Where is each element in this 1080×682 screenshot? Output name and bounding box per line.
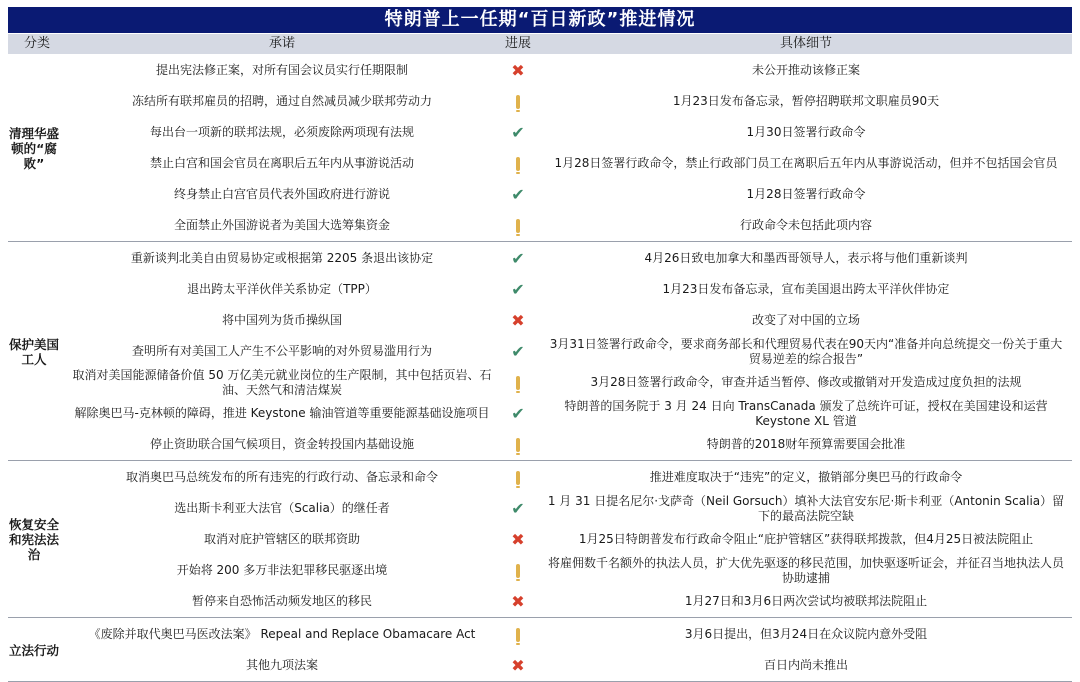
detail-cell: 1月28日签署行政命令，禁止行政部门员工在离职后五年内从事游说活动，但并不包括国会官员 xyxy=(554,156,1058,170)
detail-cell: 1月27日和3月6日两次尝试均被联邦法院阻止 xyxy=(684,594,928,608)
progress-cell xyxy=(498,586,538,617)
table-row xyxy=(8,305,1072,336)
progress-cell xyxy=(498,398,538,429)
promise-cell: 《废除并取代奥巴马医改法案》 Repeal and Replace Obamacare Act xyxy=(88,627,476,641)
table-row xyxy=(8,336,1072,367)
detail-cell: 1 月 31 日提名尼尔·戈萨奇（Neil Gorsuch）填补大法官安东尼·斯卡利亚（Antonin Scalia）留下的最高法院空缺 xyxy=(547,493,1065,523)
promise-cell: 退出跨太平洋伙伴关系协定（TPP） xyxy=(187,282,377,296)
check-icon: ✔ xyxy=(511,184,525,204)
promise-cell: 取消奥巴马总统发布的所有违宪的行政行动、备忘录和命令 xyxy=(125,470,438,484)
table-row xyxy=(8,619,1072,650)
check-icon: ✔ xyxy=(511,341,525,361)
in-progress-icon xyxy=(516,219,520,233)
detail-cell: 行政命令未包括此项内容 xyxy=(739,218,872,232)
group xyxy=(8,243,1072,461)
promise-cell: 取消对美国能源储备价值 50 万亿美元就业岗位的生产限制，其中包括页岩、石油、天然气和清洁煤炭 xyxy=(72,367,492,397)
promise-cell: 禁止白宫和国会官员在离职后五年内从事游说活动 xyxy=(149,156,414,170)
in-progress-icon xyxy=(516,376,520,390)
promise-cell: 提出宪法修正案，对所有国会议员实行任期限制 xyxy=(155,63,408,77)
in-progress-icon xyxy=(516,157,520,171)
cross-icon: ✖ xyxy=(511,60,525,80)
header-promise: 承诺 xyxy=(268,36,295,51)
detail-cell: 3月28日签署行政命令，审查并适当暂停、修改或撤销对开发造成过度负担的法规 xyxy=(590,375,1022,389)
table-title: 特朗普上一任期“百日新政”推进情况 xyxy=(8,7,1072,33)
cross-icon: ✖ xyxy=(511,529,525,549)
table-row xyxy=(8,210,1072,241)
detail-cell: 百日内尚未推出 xyxy=(763,658,848,672)
progress-cell xyxy=(498,55,538,86)
progress-cell xyxy=(498,117,538,148)
detail-cell: 推进难度取决于“违宪”的定义，撤销部分奥巴马的行政命令 xyxy=(649,470,963,484)
category-label: 立法行动 xyxy=(8,642,59,658)
progress-cell xyxy=(498,493,538,524)
check-icon: ✔ xyxy=(511,248,525,268)
cross-icon: ✖ xyxy=(511,310,525,330)
category-label: 恢复安全和宪法法治 xyxy=(8,517,59,562)
promise-cell: 开始将 200 多万非法犯罪移民驱逐出境 xyxy=(176,563,388,577)
table-row xyxy=(8,429,1072,460)
promise-cell: 终身禁止白宫官员代表外国政府进行游说 xyxy=(173,187,390,201)
detail-cell: 1月28日签署行政命令 xyxy=(746,187,866,201)
promise-cell: 每出台一项新的联邦法规，必须废除两项现有法规 xyxy=(149,125,414,139)
promise-cell: 暂停来自恐怖活动频发地区的移民 xyxy=(191,594,372,608)
promise-cell: 重新谈判北美自由贸易协定或根据第 2205 条退出该协定 xyxy=(130,251,434,265)
table-header xyxy=(8,34,1072,54)
in-progress-icon xyxy=(516,628,520,642)
progress-cell xyxy=(498,555,538,586)
table-row xyxy=(8,274,1072,305)
check-icon: ✔ xyxy=(511,403,525,423)
in-progress-icon xyxy=(516,95,520,109)
table-row xyxy=(8,493,1072,524)
table-row xyxy=(8,462,1072,493)
table-row xyxy=(8,555,1072,586)
progress-cell xyxy=(498,429,538,460)
table-row xyxy=(8,398,1072,429)
cross-icon: ✖ xyxy=(511,591,525,611)
detail-cell: 4月26日致电加拿大和墨西哥领导人，表示将与他们重新谈判 xyxy=(644,251,968,265)
in-progress-icon xyxy=(516,471,520,485)
detail-cell: 特朗普的2018财年预算需要国会批准 xyxy=(706,437,906,451)
detail-cell: 特朗普的国务院于 3 月 24 日向 TransCanada 颁发了总统许可证，授权在美国建设和运营 Keystone XL 管道 xyxy=(564,398,1048,428)
detail-cell: 未公开推动该修正案 xyxy=(751,63,860,77)
promise-cell: 冻结所有联邦雇员的招聘，通过自然减员减少联邦劳动力 xyxy=(131,94,432,108)
promise-cell: 解除奥巴马-克林顿的障碍，推进 Keystone 输油管道等重要能源基础设施项目 xyxy=(74,406,490,420)
promise-cell: 查明所有对美国工人产生不公平影响的对外贸易滥用行为 xyxy=(131,344,432,358)
in-progress-icon xyxy=(516,564,520,578)
progress-cell xyxy=(498,367,538,398)
promise-cell: 停止资助联合国气候项目，资金转投国内基础设施 xyxy=(149,437,414,451)
header-detail: 具体细节 xyxy=(779,36,832,51)
detail-cell: 改变了对中国的立场 xyxy=(751,313,860,327)
detail-cell: 1月23日发布备忘录，暂停招聘联邦文职雇员90天 xyxy=(672,94,940,108)
detail-cell: 1月23日发布备忘录，宣布美国退出跨太平洋伙伴协定 xyxy=(662,282,950,296)
table-row xyxy=(8,55,1072,86)
table-row xyxy=(8,650,1072,681)
table-row xyxy=(8,179,1072,210)
promise-cell: 其他九项法案 xyxy=(245,658,318,672)
progress-cell xyxy=(498,305,538,336)
progress-cell xyxy=(498,524,538,555)
check-icon: ✔ xyxy=(511,279,525,299)
table-row xyxy=(8,148,1072,179)
detail-cell: 1月30日签署行政命令 xyxy=(746,125,866,139)
progress-cell xyxy=(498,650,538,681)
detail-cell: 3月6日提出，但3月24日在众议院内意外受阻 xyxy=(684,627,928,641)
progress-cell xyxy=(498,86,538,117)
category-label: 保护美国工人 xyxy=(8,336,59,367)
cross-icon: ✖ xyxy=(511,655,525,675)
promise-cell: 全面禁止外国游说者为美国大选筹集资金 xyxy=(173,218,390,232)
header-progress: 进展 xyxy=(504,36,531,51)
progress-cell xyxy=(498,336,538,367)
group xyxy=(8,462,1072,618)
progress-cell xyxy=(498,243,538,274)
detail-cell: 1月25日特朗普发布行政命令阻止“庇护管辖区”获得联邦拨款，但4月25日被法院阻止 xyxy=(578,532,1034,546)
group xyxy=(8,55,1072,242)
progress-cell xyxy=(498,462,538,493)
table-row xyxy=(8,117,1072,148)
detail-cell: 将雇佣数千名额外的执法人员，扩大优先驱逐的移民范围，加快驱逐听证会，并征召当地执法人员协助逮捕 xyxy=(547,555,1064,585)
in-progress-icon xyxy=(516,438,520,452)
header-category: 分类 xyxy=(23,36,50,51)
table-row xyxy=(8,367,1072,398)
promise-cell: 选出斯卡利亚大法官（Scalia）的继任者 xyxy=(174,501,390,515)
table-row xyxy=(8,586,1072,617)
progress-cell xyxy=(498,619,538,650)
category-label: 清理华盛顿的“腐败” xyxy=(8,125,59,171)
progress-cell xyxy=(498,210,538,241)
table-row xyxy=(8,243,1072,274)
table-row xyxy=(8,86,1072,117)
check-icon: ✔ xyxy=(511,498,525,518)
progress-cell xyxy=(498,148,538,179)
detail-cell: 3月31日签署行政命令，要求商务部长和代理贸易代表在90天内“准备并向总统提交一份关于重大贸易逆差的综合报告” xyxy=(549,336,1063,366)
promise-cell: 将中国列为货币操纵国 xyxy=(221,313,342,327)
group xyxy=(8,619,1072,682)
table-row xyxy=(8,524,1072,555)
progress-cell xyxy=(498,179,538,210)
check-icon: ✔ xyxy=(511,122,525,142)
progress-cell xyxy=(498,274,538,305)
promise-cell: 取消对庇护管辖区的联邦资助 xyxy=(203,532,360,546)
